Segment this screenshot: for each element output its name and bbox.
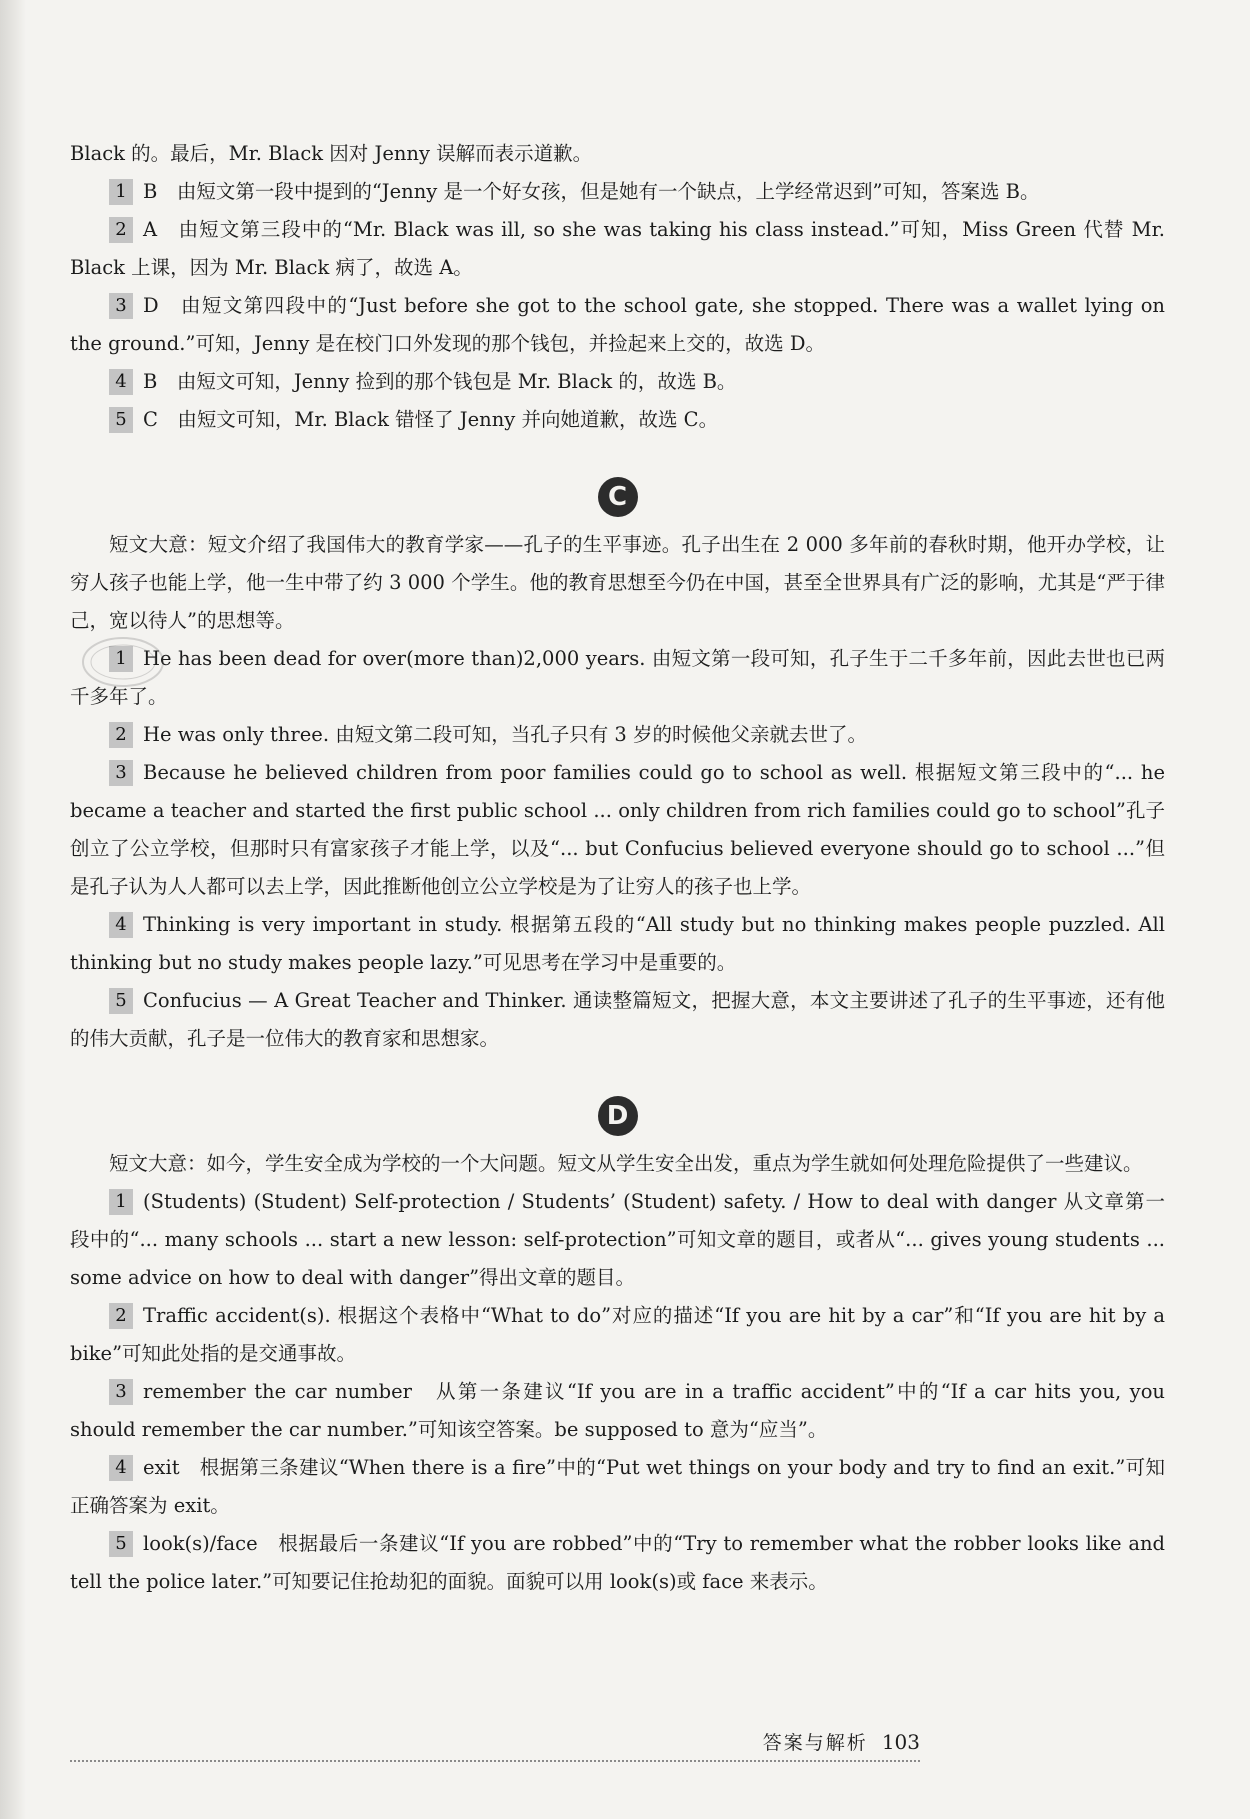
answer-text: D 由短文第四段中的“Just before she got to the school gate, she stopped. There was a wallet lying on the ground.”可知，Jenny 是在校门口外发现的那个钱包，并捡起来上交的，故选 D。 <box>70 294 1165 355</box>
answer-text: B 由短文可知，Jenny 捡到的那个钱包是 Mr. Black 的，故选 B。 <box>143 370 737 393</box>
answer-item <box>70 1449 1165 1525</box>
answer-text: exit 根据第三条建议“When there is a fire”中的“Put wet things on your body and try to find an exit.”可知正确答案为 exit。 <box>70 1456 1165 1517</box>
answer-item <box>70 906 1165 982</box>
answer-item <box>70 363 1165 401</box>
section-c-badge: C <box>598 477 638 517</box>
footer-text <box>763 1728 920 1755</box>
answer-number: 4 <box>109 1455 133 1481</box>
answer-number: 5 <box>109 1531 133 1557</box>
footer-label: 答案与解析 <box>762 1732 868 1754</box>
answer-item <box>70 1183 1165 1297</box>
answer-item <box>70 287 1165 363</box>
answer-text: Traffic accident(s). 根据这个表格中“What to do”对应的描述“If you are hit by a car”和“If you are hit by a bike”可知此处指的是交通事故。 <box>70 1304 1165 1365</box>
answer-text: He was only three. 由短文第二段可知，当孔子只有 3 岁的时候他父亲就去世了。 <box>143 723 868 746</box>
document-body <box>70 135 1165 1601</box>
scan-edge <box>0 0 26 1819</box>
answer-item <box>70 211 1165 287</box>
answer-number: 3 <box>109 293 133 319</box>
answer-item <box>70 716 1165 754</box>
answer-text: Confucius — A Great Teacher and Thinker. 通读整篇短文，把握大意，本文主要讲述了孔子的生平事迹，还有他的伟大贡献，孔子是一位伟大的教育家和思想家。 <box>70 989 1165 1050</box>
answer-text: Thinking is very important in study. 根据第五段的“All study but no thinking makes people puzzled. All thinking but no study makes people lazy.”可见思考在学习中是重要的。 <box>70 913 1165 974</box>
intro-line: Black 的。最后，Mr. Black 因对 Jenny 误解而表示道歉。 <box>70 142 593 165</box>
answer-number: 5 <box>109 988 133 1014</box>
watermark-stamp-icon <box>78 632 168 692</box>
page-footer <box>70 1720 920 1762</box>
answer-number: 5 <box>109 407 133 433</box>
section-d-header <box>70 1096 1165 1137</box>
page-number: 103 <box>881 1730 920 1754</box>
answer-text: C 由短文可知，Mr. Black 错怪了 Jenny 并向她道歉，故选 C。 <box>143 408 719 431</box>
section-b-answers <box>70 173 1165 439</box>
section-d-summary: 短文大意：如今，学生安全成为学校的一个大问题。短文从学生安全出发，重点为学生就如何处理危险提供了一些建议。 <box>109 1152 1143 1175</box>
section-c-header <box>70 477 1165 518</box>
answer-item <box>70 173 1165 211</box>
answer-item <box>70 754 1165 906</box>
answer-number: 1 <box>109 1189 133 1215</box>
answer-text: A 由短文第三段中的“Mr. Black was ill, so she was taking his class instead.”可知，Miss Green 代替 Mr. Black 上课，因为 Mr. Black 病了，故选 A。 <box>70 218 1165 279</box>
section-d-answers <box>70 1183 1165 1601</box>
section-d-badge: D <box>598 1096 638 1136</box>
answer-number: 2 <box>109 722 133 748</box>
answer-number: 2 <box>109 217 133 243</box>
answer-number: 2 <box>109 1303 133 1329</box>
section-c-summary: 短文大意：短文介绍了我国伟大的教育学家——孔子的生平事迹。孔子出生在 2 000 多年前的春秋时期，他开办学校，让穷人孩子也能上学，他一生中带了约 3 000 个学生。他的教育思想至今仍在中国，甚至全世界具有广泛的影响，尤其是“严于律己，宽以待人”的思想等。 <box>70 533 1165 632</box>
answer-item <box>70 401 1165 439</box>
answer-number: 3 <box>109 760 133 786</box>
answer-item <box>70 1373 1165 1449</box>
answer-number: 4 <box>109 912 133 938</box>
answer-item <box>70 640 1165 716</box>
answer-text: He has been dead for over(more than)2,000 years. 由短文第一段可知，孔子生于二千多年前，因此去世也已两千多年了。 <box>70 647 1165 708</box>
answer-number: 1 <box>109 179 133 205</box>
answer-item <box>70 982 1165 1058</box>
answer-text: (Students) (Student) Self-protection / Students’ (Student) safety. / How to deal with danger 从文章第一段中的“... many schools ... start a new lesson: self-protection”可知文章的题目，或者从“... gives young students ... some advice on how to deal with danger”得出文章的题目。 <box>70 1190 1165 1289</box>
answer-item <box>70 1297 1165 1373</box>
answer-number: 4 <box>109 369 133 395</box>
answer-number: 3 <box>109 1379 133 1405</box>
section-c-answers <box>70 640 1165 1058</box>
answer-number: 1 <box>109 646 133 672</box>
answer-text: look(s)/face 根据最后一条建议“If you are robbed”中的“Try to remember what the robber looks like and tell the police later.”可知要记住抢劫犯的面貌。面貌可以用 look(s)或 face 来表示。 <box>70 1532 1165 1593</box>
answer-text: Because he believed children from poor families could go to school as well. 根据短文第三段中的“... he became a teacher and started the first public school ... only children from rich families could go to school”孔子创立了公立学校，但那时只有富家孩子才能上学，以及“... but Confucius believed everyone should go to school ...”但是孔子认为人人都可以去上学，因此推断他创立公立学校是为了让穷人的孩子也上学。 <box>70 761 1165 898</box>
answer-item <box>70 1525 1165 1601</box>
answer-text: B 由短文第一段中提到的“Jenny 是一个好女孩，但是她有一个缺点，上学经常迟到”可知，答案选 B。 <box>143 180 1040 203</box>
answer-text: remember the car number 从第一条建议“If you are in a traffic accident”中的“If a car hits you, you should remember the car number.”可知该空答案。be supposed to 意为“应当”。 <box>70 1380 1165 1441</box>
